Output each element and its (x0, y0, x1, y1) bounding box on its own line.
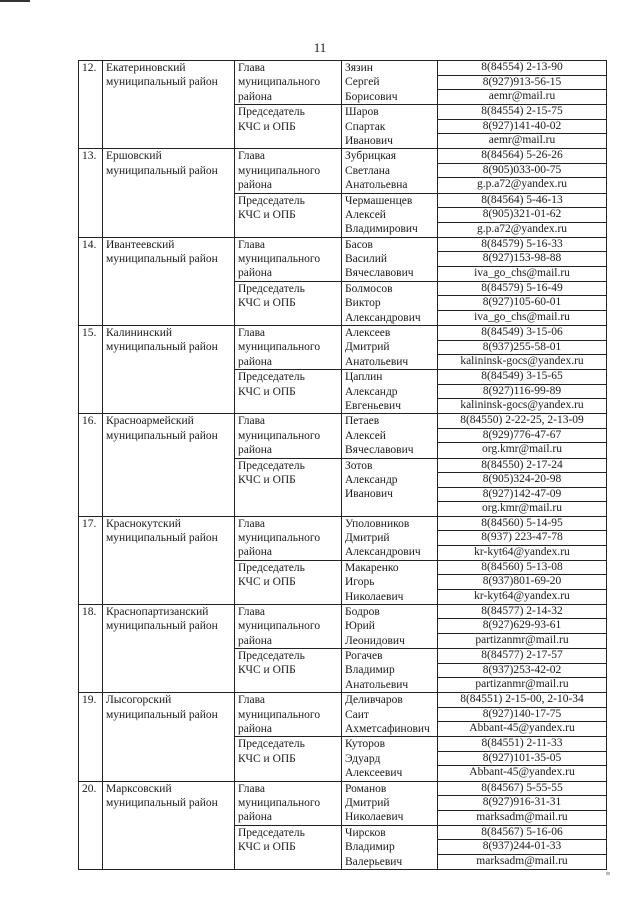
position-line: Глава (238, 517, 266, 530)
phone-number: 8(84564) 5-46-13 (438, 194, 606, 209)
phone-number: 8(927)101-35-05 (438, 752, 606, 767)
position-cell (235, 693, 342, 737)
contacts-cell (438, 326, 607, 370)
person-name-line: Алексей (345, 208, 386, 221)
phone-number: 8(84551) 2-15-00, 2-10-34 (438, 693, 606, 708)
person-name-line: Анатольевич (345, 355, 409, 368)
person-name-line: Зязин (345, 62, 373, 74)
position-line: Глава (238, 415, 266, 428)
row-number: 20. (79, 781, 103, 869)
person-name-line: Шаров (345, 106, 379, 119)
position-line: Председатель (238, 738, 305, 751)
district-name: Красноармейский (106, 415, 194, 428)
person-name-line: Николаевич (345, 811, 404, 824)
position-cell (235, 326, 342, 370)
person-name-line: Евгеньевич (345, 399, 401, 412)
position-cell (235, 237, 342, 281)
row-number: 19. (79, 693, 103, 781)
phone-number: 8(927)153-98-88 (438, 252, 606, 267)
phone-number: 8(84567) 5-16-06 (438, 826, 606, 841)
position-cell (235, 370, 342, 414)
email-value: g.p.a72@yandex.ru (476, 178, 568, 191)
person-name-line: Чирсков (345, 826, 386, 839)
person-name-line: Николаевич (345, 590, 404, 603)
person-name-line: Болмосов (345, 282, 393, 295)
email-value: Abbant-45@yandex.ru (469, 766, 575, 779)
person-name-line: Эдуард (345, 752, 381, 765)
contacts-cell (438, 516, 607, 560)
person-name-line: Басов (345, 238, 373, 251)
row-number: 18. (79, 604, 103, 692)
person-name-line: Цаплин (345, 371, 383, 384)
position-line: муниципального (238, 253, 321, 266)
position-line: Председатель (238, 194, 305, 207)
table-row (79, 781, 607, 825)
person-name-line: Зотов (345, 459, 373, 472)
email-value: partizanmr@mail.ru (475, 678, 569, 691)
scan-corner-mark (0, 0, 30, 2)
position-line: Глава (238, 238, 266, 251)
position-line: Председатель (238, 561, 305, 574)
position-line: Председатель (238, 459, 305, 472)
person-name-line: Макаренко (345, 561, 399, 574)
person-name-line: Александр (345, 473, 398, 486)
position-line: Председатель (238, 826, 305, 839)
position-line: Глава (238, 694, 266, 707)
phone-number: 8(905)321-01-62 (438, 208, 606, 223)
position-line: Глава (238, 327, 266, 340)
position-line: Председатель (238, 371, 305, 384)
table-row (79, 414, 607, 458)
district-name: Ершовский (106, 150, 162, 163)
person-name-line: Романов (345, 782, 387, 795)
position-line: района (238, 90, 273, 103)
row-number: 14. (79, 237, 103, 325)
email-value: org.kmr@mail.ru (481, 443, 562, 456)
email-value: marksadm@mail.ru (476, 854, 568, 867)
position-cell (235, 193, 342, 237)
phone-number: 8(84577) 2-17-57 (438, 649, 606, 664)
phone-number: 8(84579) 5-16-49 (438, 282, 606, 297)
person-name-cell (342, 560, 438, 604)
person-name-cell (342, 105, 438, 149)
person-name-line: Рогачев (345, 650, 383, 663)
phone-number: 8(84560) 5-13-08 (438, 561, 606, 576)
position-cell (235, 149, 342, 193)
position-line: КЧС и ОПБ (238, 120, 296, 133)
district-name: муниципальный район (106, 164, 218, 177)
table-row (79, 237, 607, 281)
table-row (79, 516, 607, 560)
position-line: КЧС и ОПБ (238, 385, 296, 398)
person-name-line: Петаев (345, 415, 380, 428)
person-name-cell (342, 516, 438, 560)
contacts-cell (438, 414, 607, 458)
person-name-line: Алексей (345, 429, 386, 442)
person-name-line: Чермашенцев (345, 194, 413, 207)
email-value: kalininsk-gocs@yandex.ru (460, 399, 584, 412)
person-name-cell (342, 458, 438, 516)
district-cell (103, 414, 235, 516)
position-cell (235, 105, 342, 149)
phone-number: 8(937)255-58-01 (438, 341, 606, 356)
position-cell (235, 458, 342, 516)
position-line: КЧС и ОПБ (238, 208, 296, 221)
district-cell (103, 326, 235, 414)
email-value: kr-kyt64@yandex.ru (474, 589, 570, 602)
district-name: Калининский (106, 327, 173, 340)
person-name-line: Борисович (345, 90, 398, 103)
position-line: муниципального (238, 708, 321, 721)
position-line: муниципального (238, 76, 321, 89)
person-name-cell (342, 149, 438, 193)
person-name-line: Деливчаров (345, 694, 403, 707)
contacts-table (78, 60, 607, 870)
person-name-line: Владимир (345, 841, 395, 854)
district-name: Ивантеевский (106, 238, 175, 251)
person-name-line: Владимирович (345, 223, 418, 236)
person-name-line: Александр (345, 385, 398, 398)
position-line: КЧС и ОПБ (238, 664, 296, 677)
district-name: Екатериновский (106, 62, 186, 74)
person-name-line: Зубрицкая (345, 150, 397, 163)
person-name-line: Ахметсафинович (345, 723, 430, 736)
phone-number: 8(927)629-93-61 (438, 619, 606, 634)
email-value: aemr@mail.ru (488, 134, 556, 147)
person-name-cell (342, 693, 438, 737)
district-cell (103, 149, 235, 237)
position-line: района (238, 444, 273, 457)
person-name-cell (342, 781, 438, 825)
phone-number: 8(905)033-00-75 (438, 164, 606, 179)
district-cell (103, 693, 235, 781)
person-name-line: Алексеев (345, 327, 391, 340)
contacts-cell (438, 560, 607, 604)
person-name-line: Александрович (345, 311, 421, 324)
position-cell (235, 61, 342, 105)
position-line: муниципального (238, 796, 321, 809)
position-line: Глава (238, 782, 266, 795)
district-name: Лысогорский (106, 694, 172, 707)
email-value: iva_go_chs@mail.ru (474, 310, 570, 323)
position-cell (235, 825, 342, 869)
phone-number: 8(927)141-40-02 (438, 120, 606, 135)
phone-number: 8(927)116-99-89 (438, 385, 606, 400)
person-name-cell (342, 237, 438, 281)
position-line: Председатель (238, 650, 305, 663)
table-row (79, 326, 607, 370)
person-name-line: Владимир (345, 664, 395, 677)
table-row (79, 149, 607, 193)
phone-number: 8(937) 223-47-78 (438, 531, 606, 546)
person-name-line: Виктор (345, 297, 381, 310)
district-cell (103, 61, 235, 149)
person-name-line: Анатольевич (345, 678, 409, 691)
person-name-line: Спартак (345, 120, 386, 133)
position-line: муниципального (238, 620, 321, 633)
email-value: Abbant-45@yandex.ru (469, 722, 575, 735)
person-name-line: Уполовников (345, 517, 410, 530)
position-line: района (238, 723, 273, 736)
position-line: КЧС и ОПБ (238, 841, 296, 854)
person-name-line: Леонидович (345, 634, 405, 647)
district-cell (103, 516, 235, 604)
person-name-cell (342, 370, 438, 414)
position-line: КЧС и ОПБ (238, 473, 296, 486)
person-name-line: Алексеевич (345, 767, 403, 780)
district-name: муниципальный район (106, 253, 218, 266)
phone-number: 8(937)244-01-33 (438, 840, 606, 855)
row-number: 12. (79, 61, 103, 149)
contacts-cell (438, 370, 607, 414)
position-line: КЧС и ОПБ (238, 297, 296, 310)
phone-number: 8(927)913-56-15 (438, 76, 606, 91)
contacts-cell (438, 149, 607, 193)
position-cell (235, 516, 342, 560)
email-value: marksadm@mail.ru (476, 810, 568, 823)
position-line: района (238, 811, 273, 824)
position-line: Глава (238, 62, 266, 74)
contacts-cell (438, 737, 607, 781)
position-line: Глава (238, 150, 266, 163)
person-name-line: Сергей (345, 76, 380, 89)
person-name-line: Дмитрий (345, 796, 390, 809)
phone-number: 8(84579) 5-16-33 (438, 238, 606, 253)
contacts-cell (438, 604, 607, 648)
phone-number: 8(84550) 2-22-25, 2-13-09 (438, 414, 606, 429)
contacts-cell (438, 825, 607, 869)
phone-number: 8(84564) 5-26-26 (438, 149, 606, 164)
contacts-cell (438, 281, 607, 325)
person-name-line: Василий (345, 253, 388, 266)
phone-number: 8(927)916-31-31 (438, 796, 606, 811)
contacts-cell (438, 649, 607, 693)
district-cell (103, 237, 235, 325)
position-line: Председатель (238, 282, 305, 295)
person-name-cell (342, 326, 438, 370)
contacts-cell (438, 61, 607, 105)
position-line: района (238, 179, 273, 192)
contacts-cell (438, 237, 607, 281)
district-name: муниципальный район (106, 620, 218, 633)
district-name: муниципальный район (106, 76, 218, 89)
position-cell (235, 604, 342, 648)
phone-number: 8(927)142-47-09 (438, 488, 606, 503)
table-row (79, 693, 607, 737)
table-body (79, 61, 607, 870)
person-name-line: Александрович (345, 546, 421, 559)
position-cell (235, 737, 342, 781)
email-value: iva_go_chs@mail.ru (474, 266, 570, 279)
person-name-line: Куторов (345, 738, 386, 751)
phone-number: 8(927)140-17-75 (438, 708, 606, 723)
phone-number: 8(927)105-60-01 (438, 296, 606, 311)
phone-number: 8(937)801-69-20 (438, 575, 606, 590)
district-name: Краснопартизанский (106, 605, 209, 618)
contacts-cell (438, 458, 607, 516)
phone-number: 8(84549) 3-15-65 (438, 370, 606, 385)
position-line: района (238, 546, 273, 559)
person-name-line: Юрий (345, 620, 375, 633)
email-value: kr-kyt64@yandex.ru (474, 545, 570, 558)
district-name: Марксовский (106, 782, 172, 795)
district-cell (103, 781, 235, 869)
district-name: муниципальный район (106, 429, 218, 442)
district-cell (103, 604, 235, 692)
phone-number: 8(905)324-20-98 (438, 473, 606, 488)
district-name: Краснокутский (106, 517, 181, 530)
position-cell (235, 414, 342, 458)
position-line: Председатель (238, 106, 305, 119)
position-cell (235, 649, 342, 693)
person-name-cell (342, 737, 438, 781)
position-line: Глава (238, 605, 266, 618)
person-name-cell (342, 193, 438, 237)
email-value: g.p.a72@yandex.ru (476, 222, 568, 235)
phone-number: 8(84554) 2-13-90 (438, 61, 606, 76)
district-name: муниципальный район (106, 341, 218, 354)
phone-number: 8(84550) 2-17-24 (438, 459, 606, 474)
district-name: муниципальный район (106, 796, 218, 809)
position-line: муниципального (238, 164, 321, 177)
person-name-line: Анатольевна (345, 179, 408, 192)
scan-edge-mark (606, 872, 610, 875)
page-number: 11 (313, 40, 327, 55)
contacts-cell (438, 693, 607, 737)
email-value: partizanmr@mail.ru (475, 633, 569, 646)
person-name-cell (342, 604, 438, 648)
person-name-line: Игорь (345, 576, 375, 589)
table-row (79, 604, 607, 648)
phone-number: 8(84549) 3-15-06 (438, 326, 606, 341)
table-row (79, 61, 607, 105)
row-number: 15. (79, 326, 103, 414)
phone-number: 8(84560) 5-14-95 (438, 517, 606, 532)
person-name-line: Дмитрий (345, 341, 390, 354)
district-name: муниципальный район (106, 708, 218, 721)
phone-number: 8(84577) 2-14-32 (438, 605, 606, 620)
person-name-cell (342, 61, 438, 105)
position-line: муниципального (238, 531, 321, 544)
person-name-line: Светлана (345, 164, 390, 177)
position-cell (235, 560, 342, 604)
position-cell (235, 781, 342, 825)
position-cell (235, 281, 342, 325)
position-line: КЧС и ОПБ (238, 752, 296, 765)
person-name-line: Дмитрий (345, 531, 390, 544)
email-value: kalininsk-gocs@yandex.ru (460, 355, 584, 368)
person-name-line: Саит (345, 708, 369, 721)
person-name-line: Валерьевич (345, 855, 403, 868)
contacts-cell (438, 193, 607, 237)
email-value: aemr@mail.ru (488, 90, 556, 102)
row-number: 13. (79, 149, 103, 237)
position-line: района (238, 267, 273, 280)
person-name-cell (342, 649, 438, 693)
person-name-line: Иванович (345, 134, 393, 147)
row-number: 17. (79, 516, 103, 604)
district-name: муниципальный район (106, 531, 218, 544)
person-name-line: Бодров (345, 605, 380, 618)
phone-number: 8(937)253-42-02 (438, 664, 606, 679)
position-line: КЧС и ОПБ (238, 576, 296, 589)
position-line: муниципального (238, 341, 321, 354)
position-line: района (238, 355, 273, 368)
phone-number: 8(84551) 2-11-33 (438, 737, 606, 752)
contacts-cell (438, 105, 607, 149)
position-line: муниципального (238, 429, 321, 442)
email-value: org.kmr@mail.ru (481, 502, 562, 515)
phone-number: 8(929)776-47-67 (438, 429, 606, 444)
phone-number: 8(84554) 2-15-75 (438, 105, 606, 120)
contacts-cell (438, 781, 607, 825)
position-line: района (238, 634, 273, 647)
person-name-cell (342, 825, 438, 869)
row-number: 16. (79, 414, 103, 516)
person-name-cell (342, 281, 438, 325)
person-name-line: Вячеславович (345, 444, 414, 457)
person-name-line: Иванович (345, 488, 393, 501)
person-name-line: Вячеславович (345, 267, 414, 280)
person-name-cell (342, 414, 438, 458)
phone-number: 8(84567) 5-55-55 (438, 782, 606, 797)
